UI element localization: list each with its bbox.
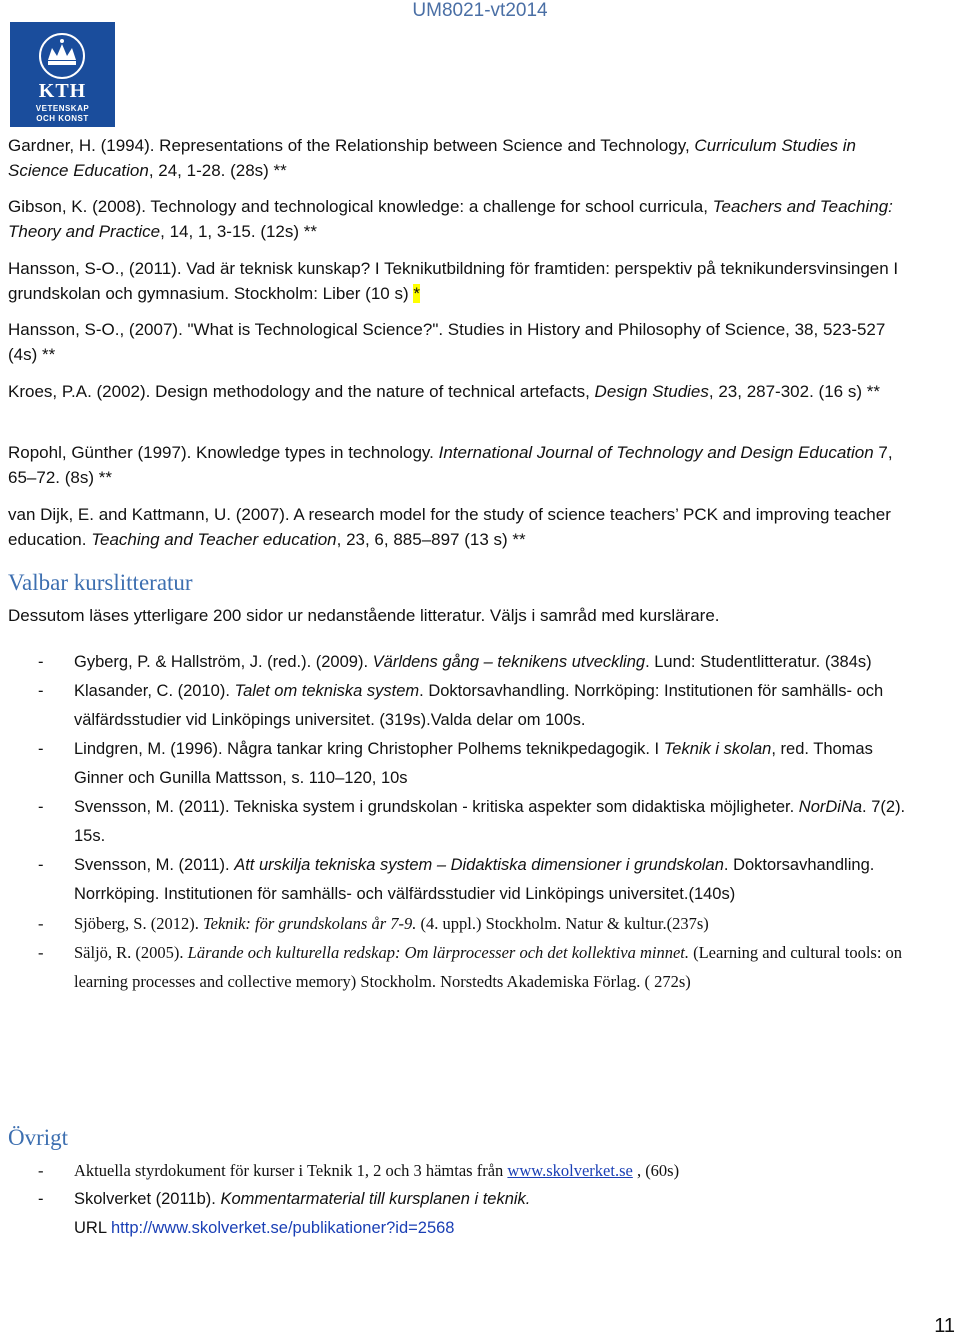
reference-gardner: Gardner, H. (1994). Representations of the Relationship between Science and Technology, Curriculum Studies in Science Education, 24, 1-28. (28s) ** xyxy=(8,136,856,180)
reference-van-dijk: van Dijk, E. and Kattmann, U. (2007). A research model for the study of science teachers’ PCK and improving teacher education. Teaching and Teacher education, 23, 6, 885–897 (13 s) ** xyxy=(8,505,891,549)
section-intro: Dessutom läses ytterligare 200 sidor ur nedanstående litteratur. Väljs i samråd med kurslärare. xyxy=(8,606,720,625)
skolverket-link[interactable]: www.skolverket.se xyxy=(507,1161,633,1180)
section-title-valbar: Valbar kurslitteratur xyxy=(8,570,193,595)
publication-url-link[interactable]: http://www.skolverket.se/publikationer?id=2568 xyxy=(110,1219,455,1237)
list-item: - Gyberg, P. & Hallström, J. (red.). (2009). Världens gång – teknikens utveckling. Lund: Studentlitteratur. (384s) xyxy=(38,653,872,671)
list-item: - Svensson, M. (2011). Att urskilja tekniska system – Didaktiska dimensioner i grundskolan. Doktorsavhandling. Norrköping. Institutionen för samhälls- och välfärdsstudier vid Linköpings universitet.(140s) xyxy=(38,856,875,903)
logo-line2: OCH KONST xyxy=(36,114,89,123)
reference-hansson-2007: Hansson, S-O., (2007). "What is Technological Science?". Studies in History and Philosophy of Science, 38, 523-527 (4s) ** xyxy=(8,320,886,364)
reference-gibson: Gibson, K. (2008). Technology and technological knowledge: a challenge for school curricula, Teachers and Teaching: Theory and Practice, 14, 1, 3-15. (12s) ** xyxy=(8,197,893,241)
highlight-marker: * xyxy=(413,284,420,303)
reference-kroes: Kroes, P.A. (2002). Design methodology and the nature of technical artefacts, Design Studies, 23, 287-302. (16 s) ** xyxy=(8,382,880,401)
kth-logo xyxy=(10,22,115,127)
reference-hansson-2011: Hansson, S-O., (2011). Vad är teknisk kunskap? I Teknikutbildning för framtiden: perspektiv på teknikundersvinsingen I grundskolan och gymnasium. Stockholm: Liber (10 s) * xyxy=(8,259,899,303)
optional-literature-list xyxy=(38,648,908,996)
list-item: - Svensson, M. (2011). Tekniska system i grundskolan - kritiska aspekter som didaktiska möjligheter. NorDiNa. 7(2). 15s. xyxy=(38,798,906,845)
list-item: - Säljö, R. (2005). Lärande och kulturella redskap: Om lärprocesser och det kollektiva minnet. (Learning and cultural tools: on learning processes and collective memory) Stockholm. Norstedts Akademiska Förlag. ( 272s) xyxy=(38,943,903,991)
document-code: UM8021-vt2014 xyxy=(412,0,548,21)
list-item: - Aktuella styrdokument för kurser i Teknik 1, 2 och 3 hämtas från www.skolverket.se , (60s) xyxy=(38,1161,680,1180)
logo-name: KTH xyxy=(38,80,87,102)
reference-ropohl: Ropohl, Günther (1997). Knowledge types in technology. International Journal of Technology and Design Education 7, 65–72. (8s) ** xyxy=(8,443,893,487)
crown-icon xyxy=(22,30,102,80)
list-item: - Lindgren, M. (1996). Några tankar kring Christopher Polhems teknikpedagogik. I Teknik i skolan, red. Thomas Ginner och Gunilla Mattsson, s. 110–120, 10s xyxy=(38,740,873,787)
other-list xyxy=(38,1156,908,1243)
page-number: 11 xyxy=(934,1315,955,1337)
logo-line1: VETENSKAP xyxy=(35,104,90,113)
list-item: - Sjöberg, S. (2012). Teknik: för grundskolans år 7-9. (4. uppl.) Stockholm. Natur & kultur.(237s) xyxy=(38,914,709,933)
list-item: - Skolverket (2011b). Kommentarmaterial till kursplanen i teknik. URL http://www.skolverket.se/publikationer?id=2568 xyxy=(38,1190,531,1237)
list-item: - Klasander, C. (2010). Talet om tekniska system. Doktorsavhandling. Norrköping: Institutionen för samhälls- och välfärdsstudier vid Linköpings universitet. (319s).Valda delar om 100s. xyxy=(38,682,884,729)
section-title-ovrigt: Övrigt xyxy=(8,1125,69,1150)
